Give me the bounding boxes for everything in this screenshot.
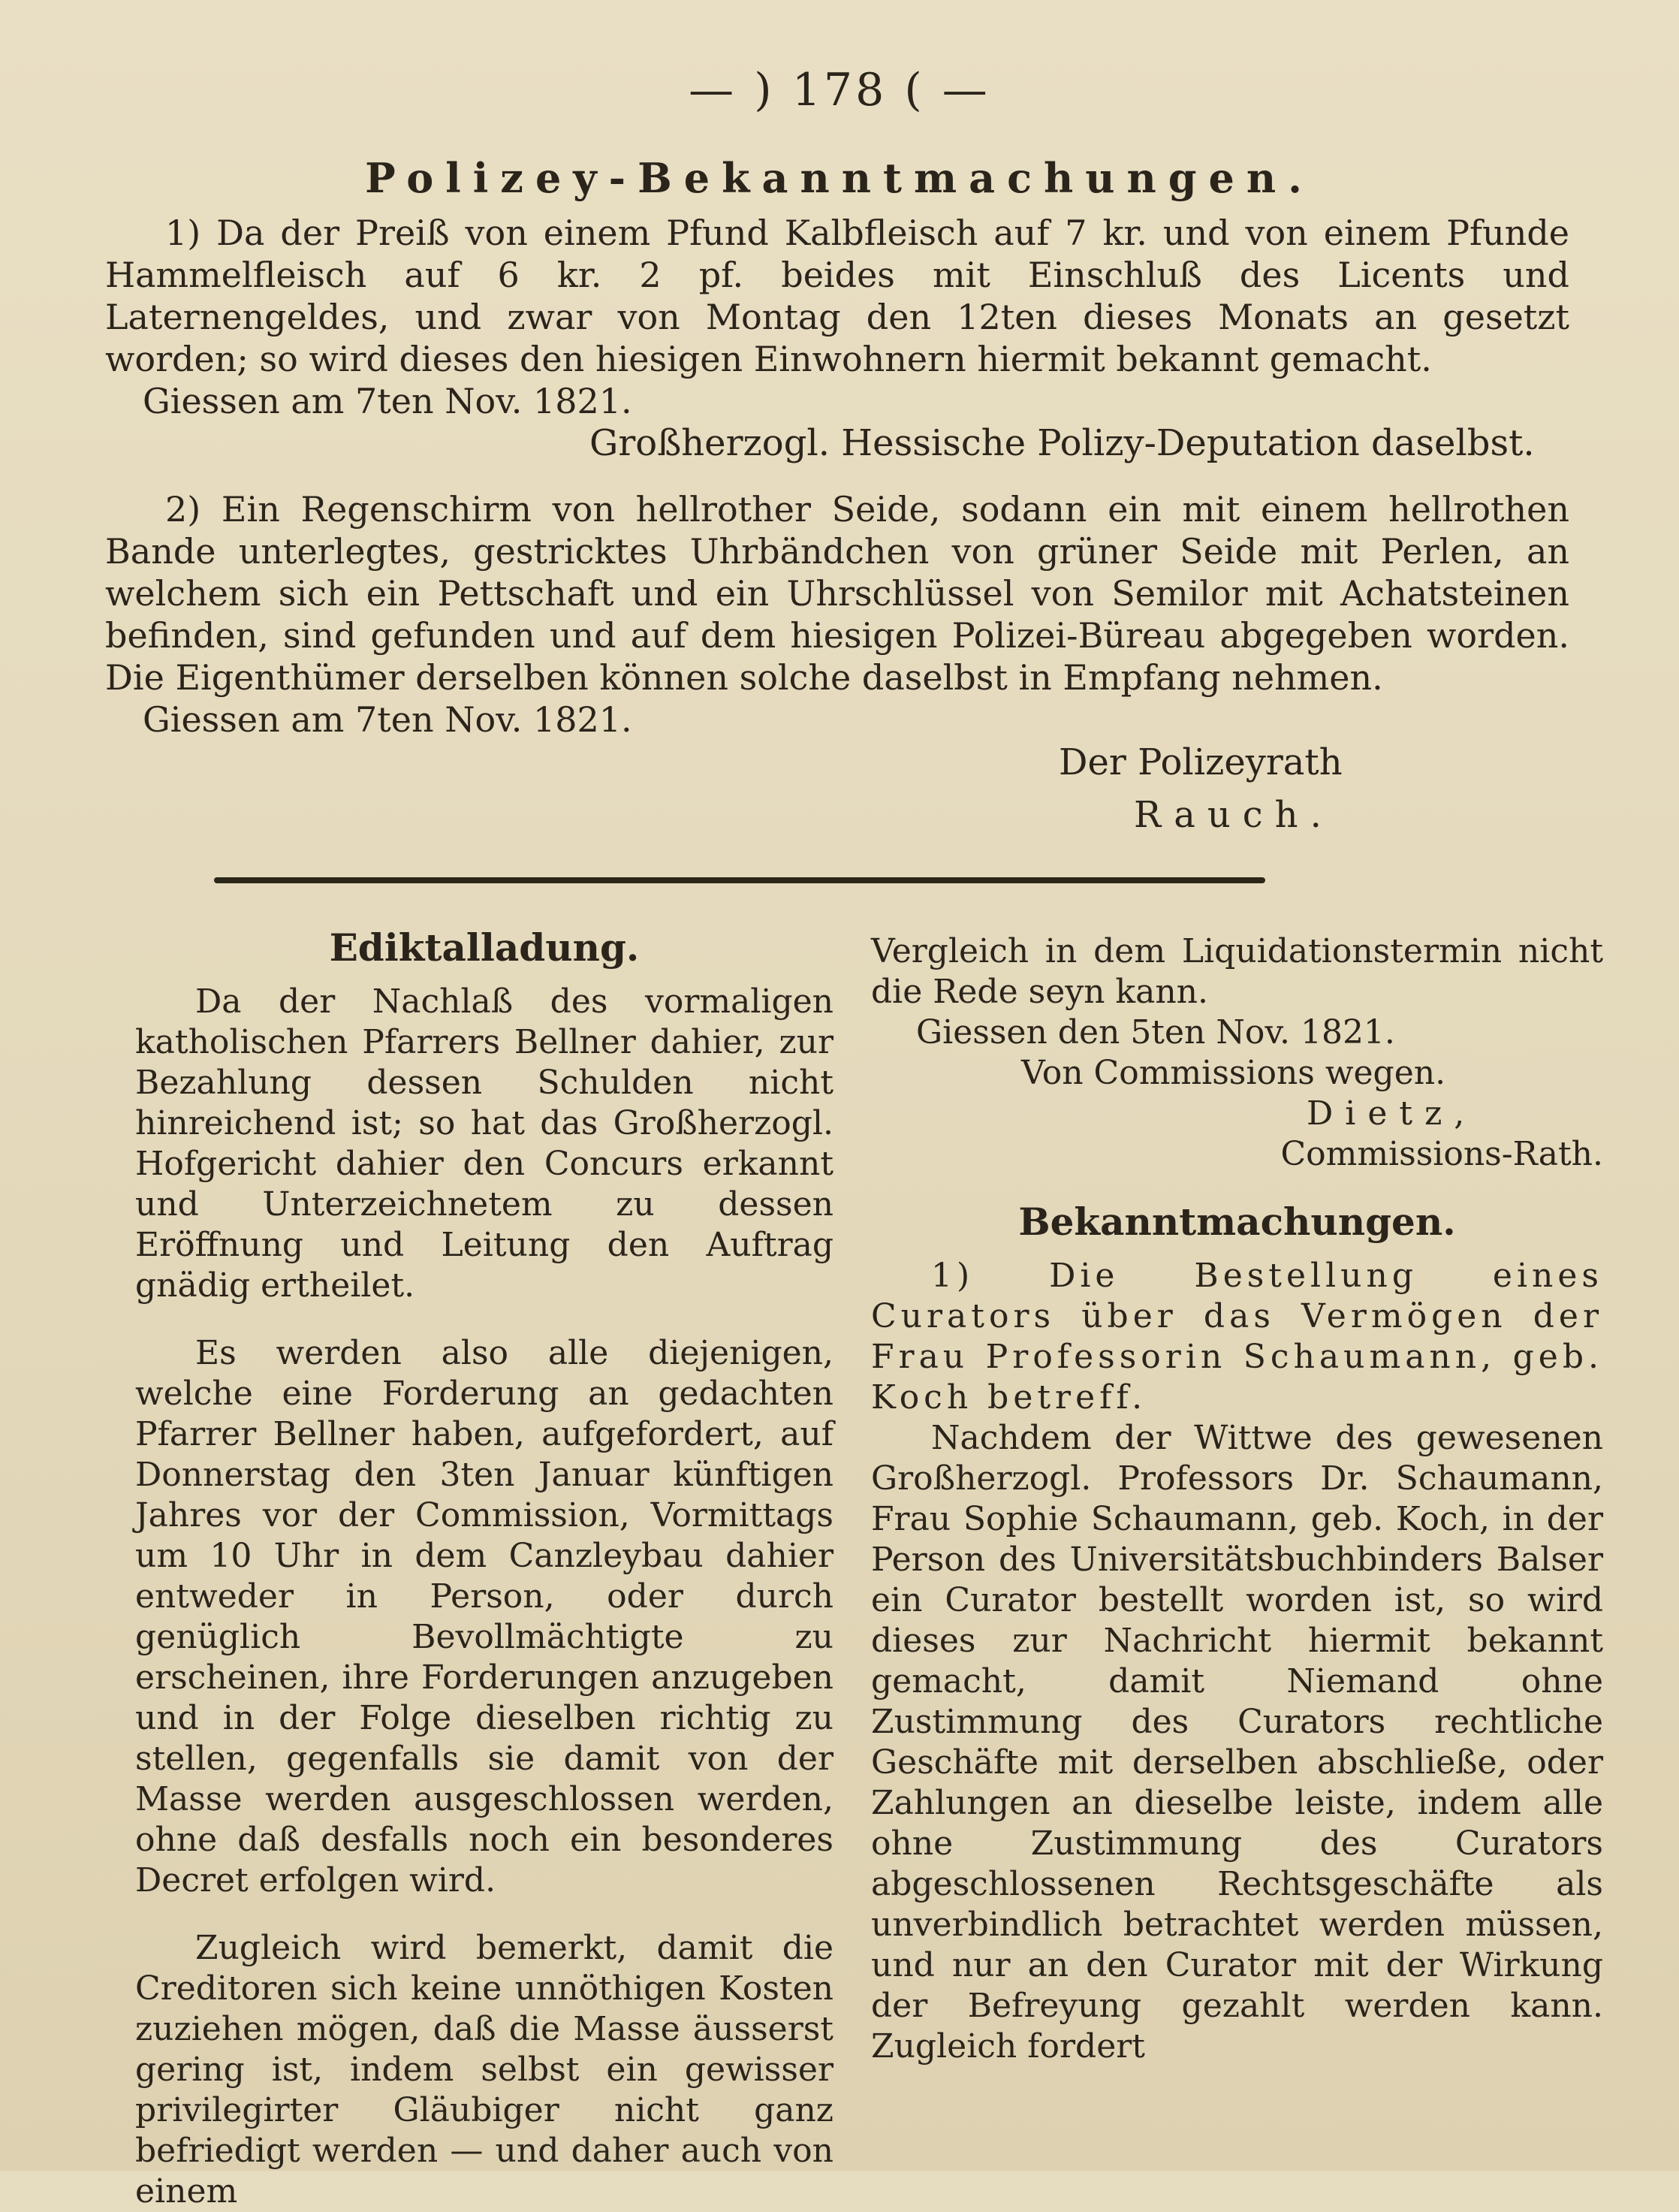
edict-signer-title: Commissions-Rath. — [1280, 1135, 1603, 1173]
announcement-1-title: 1) Die Bestellung eines Curators über das Vermögen der Frau Professorin Schaumann, geb. Koch betreff. — [871, 1257, 1603, 1417]
edict-heading: Ediktalladung. — [329, 925, 640, 970]
page-number: — ) 178 ( — — [689, 64, 990, 116]
announcement-1-text: Nachdem der Wittwe des gewesenen Großherzogl. Professors Dr. Schaumann, Frau Sophie Schaumann, geb. Koch, in der Person des Universitätsbuchbinders Balser ein Curator bestellt worden ist, so wird dieses zur Nachricht hiermit bekannt gemacht, damit Niemand ohne Zustimmung des Curators rechtliche Geschäfte mit derselben abschließe, oder Zahlungen an dieselbe leiste, indem alle ohne Zustimmung des Curators abgeschlossenen Rechtsgeschäfte als unverbindlich betrachtet werden müssen, und nur an den Curator mit der Wirkung der Befreyung gezahlt werden kann. Zugleich fordert — [871, 1419, 1603, 2066]
notice-2 — [105, 488, 1569, 741]
notice-2-signature-name: Rauch. — [1134, 794, 1334, 836]
section-title: Polizey-Bekanntmachungen. — [365, 154, 1314, 202]
edict-signer: Dietz, — [1307, 1094, 1477, 1133]
edict-paragraph-2: Es werden also alle diejenigen, welche eine Forderung an gedachten Pfarrer Bellner haben, aufgefordert, auf Donnerstag den 3ten Januar künftigen Jahres vor der Commission, Vormittags um 10 Uhr in dem Canzleybau dahier entweder in Person, oder durch genüglich Bevollmächtigte zu erscheinen, ihre Forderungen anzugeben und in der Folge dieselben richtig zu stellen, gegenfalls sie damit von der Masse werden ausgeschlossen werden, ohne daß desfalls noch ein besonderes Decret erfolgen wird. — [135, 1334, 833, 1900]
left-column — [135, 925, 833, 2212]
notice-1-signature: Großherzogl. Hessische Polizy-Deputation daselbst. — [589, 422, 1535, 464]
notice-1 — [105, 212, 1569, 422]
notice-2-signature-title: Der Polizeyrath — [1059, 741, 1343, 783]
notice-1-date: Giessen am 7ten Nov. 1821. — [143, 381, 632, 421]
notice-2-text: 2) Ein Regenschirm von hellrother Seide, sodann ein mit einem hellrothen Bande unterlegtes, gestricktes Uhrbändchen von grüner Seide mit Perlen, an welchem sich ein Pettschaft und ein Uhrschlüssel von Semilor mit Achatsteinen befinden, sind gefunden und auf dem hiesigen Polizei-Büreau abgegeben worden. Die Eigenthümer derselben können solche daselbst in Empfang nehmen. — [105, 489, 1569, 698]
edict-paragraph-1: Da der Nachlaß des vormaligen katholischen Pfarrers Bellner dahier, zur Bezahlung dessen Schulden nicht hinreichend ist; so hat das Großherzogl. Hofgericht dahier den Concurs erkannt und Unterzeichnetem zu dessen Eröffnung und Leitung den Auftrag gnädig ertheilet. — [135, 982, 833, 1305]
edict-paragraph-3: Zugleich wird bemerkt, damit die Creditoren sich keine unnöthigen Kosten zuziehen mögen, daß die Masse äusserst gering ist, indem selbst ein gewisser privilegirter Gläubiger nicht ganz befriedigt werden — und daher auch von einem — [135, 1929, 833, 2210]
notice-2-date: Giessen am 7ten Nov. 1821. — [143, 699, 632, 740]
edict-authority: Von Commissions wegen. — [1021, 1054, 1446, 1092]
announcements-heading: Bekanntmachungen. — [1018, 1200, 1456, 1244]
section-divider — [214, 877, 1265, 883]
right-column — [871, 931, 1603, 2067]
edict-date: Giessen den 5ten Nov. 1821. — [916, 1013, 1395, 1052]
edict-continuation: Vergleich in dem Liquidationstermin nicht die Rede seyn kann. — [871, 932, 1603, 1011]
notice-1-text: 1) Da der Preiß von einem Pfund Kalbfleisch auf 7 kr. und von einem Pfunde Hammelfleisch auf 6 kr. 2 pf. beides mit Einschluß des Licents und Laternengeldes, und zwar von Montag den 12ten dieses Monats an gesetzt worden; so wird dieses den hiesigen Einwohnern hiermit bekannt gemacht. — [105, 213, 1569, 379]
